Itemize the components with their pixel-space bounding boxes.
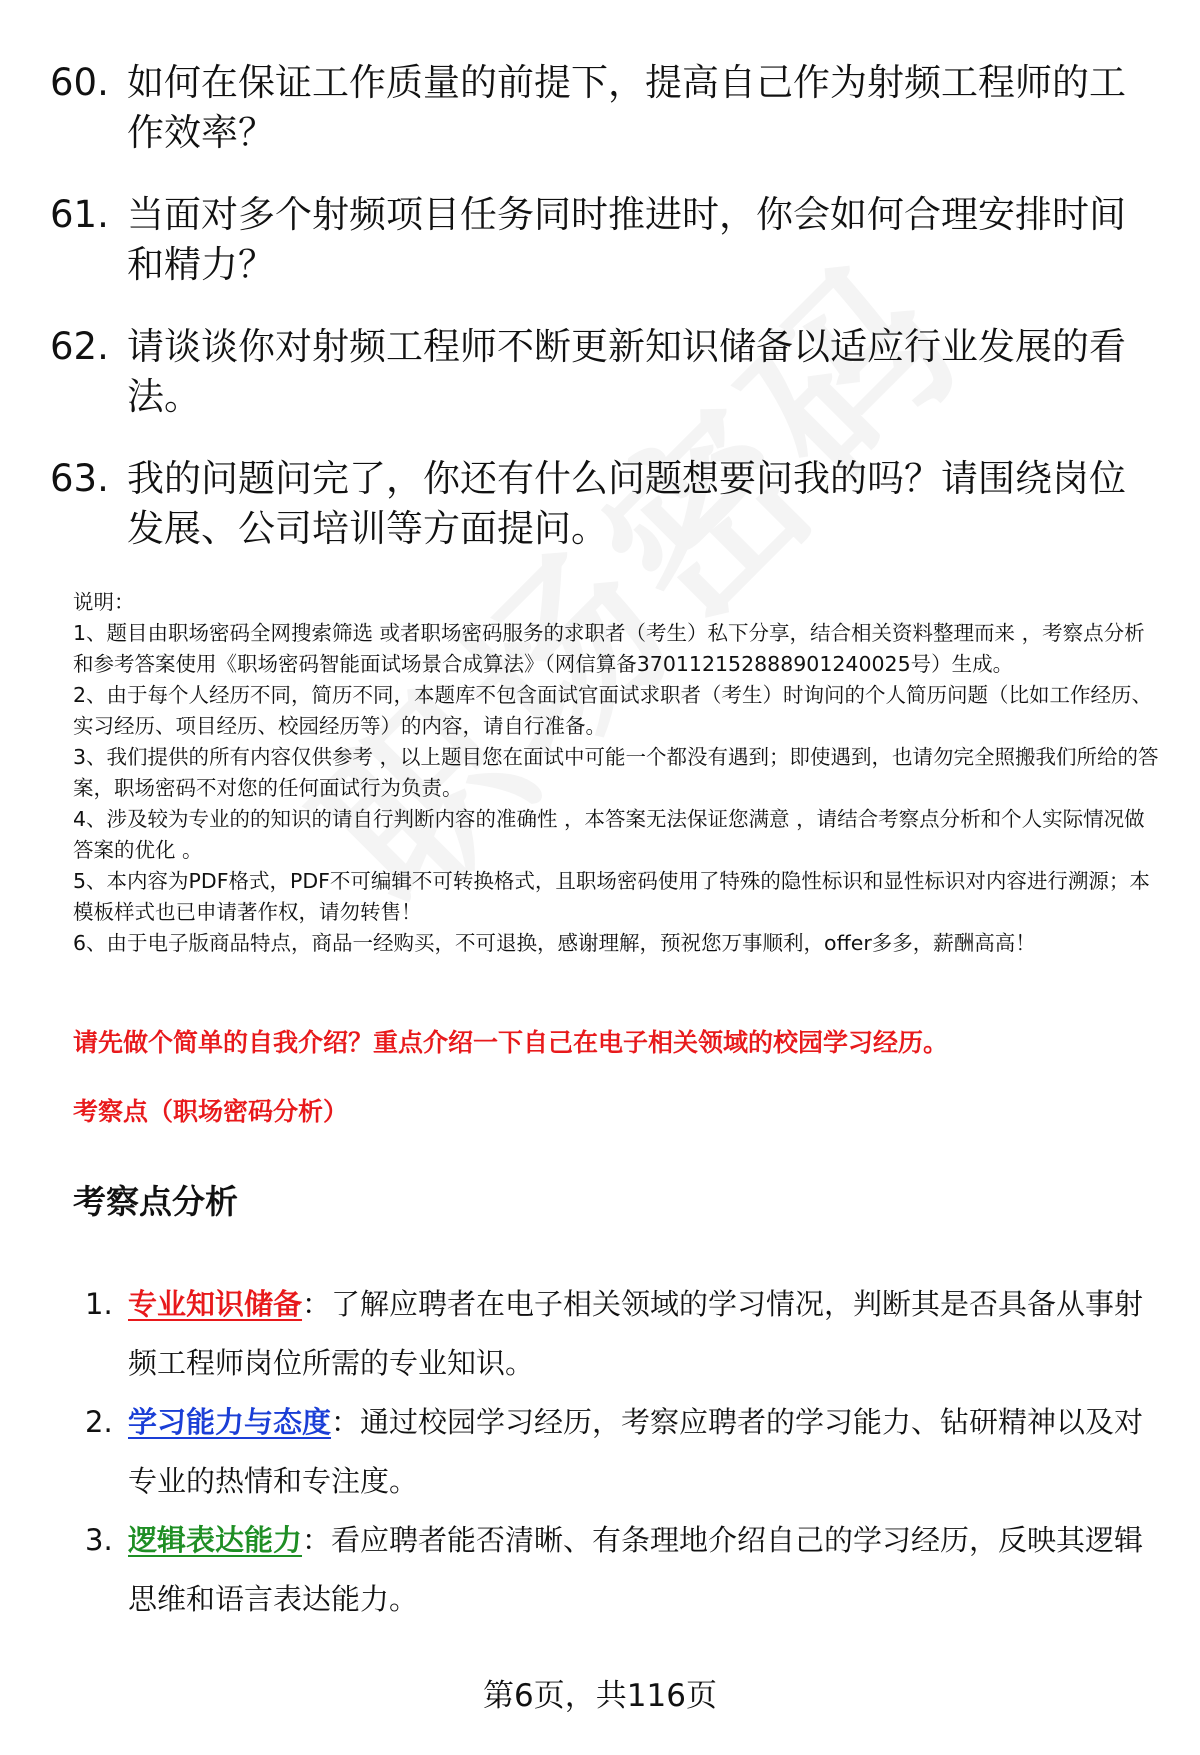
- list-item: [85, 1511, 1155, 1629]
- notes-title: 说明：: [73, 590, 135, 614]
- keyword-label: 学习能力与态度: [128, 1405, 332, 1439]
- analysis-number: 1.: [85, 1287, 113, 1321]
- list-item: [50, 454, 1160, 554]
- list-item: [85, 1393, 1155, 1511]
- exam-point-heading: 考察点（职场密码分析）: [73, 1097, 349, 1126]
- list-item: [50, 58, 1160, 158]
- question-text: 请谈谈你对射频工程师不断更新知识储备以适应行业发展的看法。: [127, 325, 1126, 418]
- analysis-text-block: [128, 1511, 1155, 1629]
- analysis-text-block: [128, 1393, 1155, 1511]
- note-item: 5、本内容为PDF格式，PDF不可编辑不可转换格式，且职场密码使用了特殊的隐性标识和显性标识对内容进行溯源；本模板样式也已申请著作权，请勿转售！: [73, 869, 1150, 924]
- list-item: [85, 1275, 1155, 1393]
- question-text: 如何在保证工作质量的前提下，提高自己作为射频工程师的工作效率？: [127, 61, 1126, 154]
- note-item: 2、由于每个人经历不同，简历不同，本题库不包含面试官面试求职者（考生）时询问的个人简历问题（比如工作经历、实习经历、项目经历、校园经历等）的内容，请自行准备。: [73, 683, 1153, 738]
- list-item: [50, 322, 1160, 422]
- keyword-label: 逻辑表达能力: [128, 1523, 303, 1557]
- analysis-heading: 考察点分析: [73, 1182, 238, 1221]
- question-number: 61.: [50, 193, 109, 236]
- note-item: 1、题目由职场密码全网搜索筛选 或者职场密码服务的求职者（考生）私下分享，结合相关资料整理而来 ，考察点分析和参考答案使用《职场密码智能面试场景合成算法》（网信算备370112152888901240025号）生成。: [73, 621, 1145, 676]
- note-item: 4、涉及较为专业的的知识的请自行判断内容的准确性 ，本答案无法保证您满意 ，请结合考察点分析和个人实际情况做答案的优化 。: [73, 807, 1145, 862]
- list-item: [50, 190, 1160, 290]
- question-list: [50, 58, 1160, 586]
- analysis-description: ：了解应聘者在电子相关领域的学习情况，判断其是否具备从事射频工程师岗位所需的专业知识。: [128, 1287, 1144, 1380]
- analysis-number: 2.: [85, 1405, 113, 1439]
- analysis-description: ：看应聘者能否清晰、有条理地介绍自己的学习经历，反映其逻辑思维和语言表达能力。: [128, 1523, 1144, 1616]
- page-number-footer: 第6页，共116页: [483, 1678, 717, 1714]
- analysis-list: [85, 1275, 1155, 1629]
- question-number: 62.: [50, 325, 109, 368]
- note-item: 3、我们提供的所有内容仅供参考 ，以上题目您在面试中可能一个都没有遇到；即使遇到，也请勿完全照搬我们所给的答案，职场密码不对您的任何面试行为负责。: [73, 745, 1159, 800]
- question-text: 当面对多个射频项目任务同时推进时，你会如何合理安排时间和精力？: [127, 193, 1126, 286]
- analysis-number: 3.: [85, 1523, 113, 1557]
- question-number: 63.: [50, 457, 109, 500]
- question-heading: 请先做个简单的自我介绍？重点介绍一下自己在电子相关领域的校园学习经历。: [73, 1028, 949, 1057]
- analysis-description: ：通过校园学习经历，考察应聘者的学习能力、钻研精神以及对专业的热情和专注度。: [128, 1405, 1144, 1498]
- question-text: 我的问题问完了，你还有什么问题想要问我的吗？请围绕岗位发展、公司培训等方面提问。: [127, 457, 1126, 550]
- analysis-text-block: [128, 1275, 1155, 1393]
- keyword-label: 专业知识储备: [128, 1287, 303, 1321]
- note-item: 6、由于电子版商品特点，商品一经购买，不可退换，感谢理解，预祝您万事顺利，offer多多，薪酬高高！: [73, 931, 1036, 955]
- notes-section: [73, 587, 1163, 959]
- question-number: 60.: [50, 61, 109, 104]
